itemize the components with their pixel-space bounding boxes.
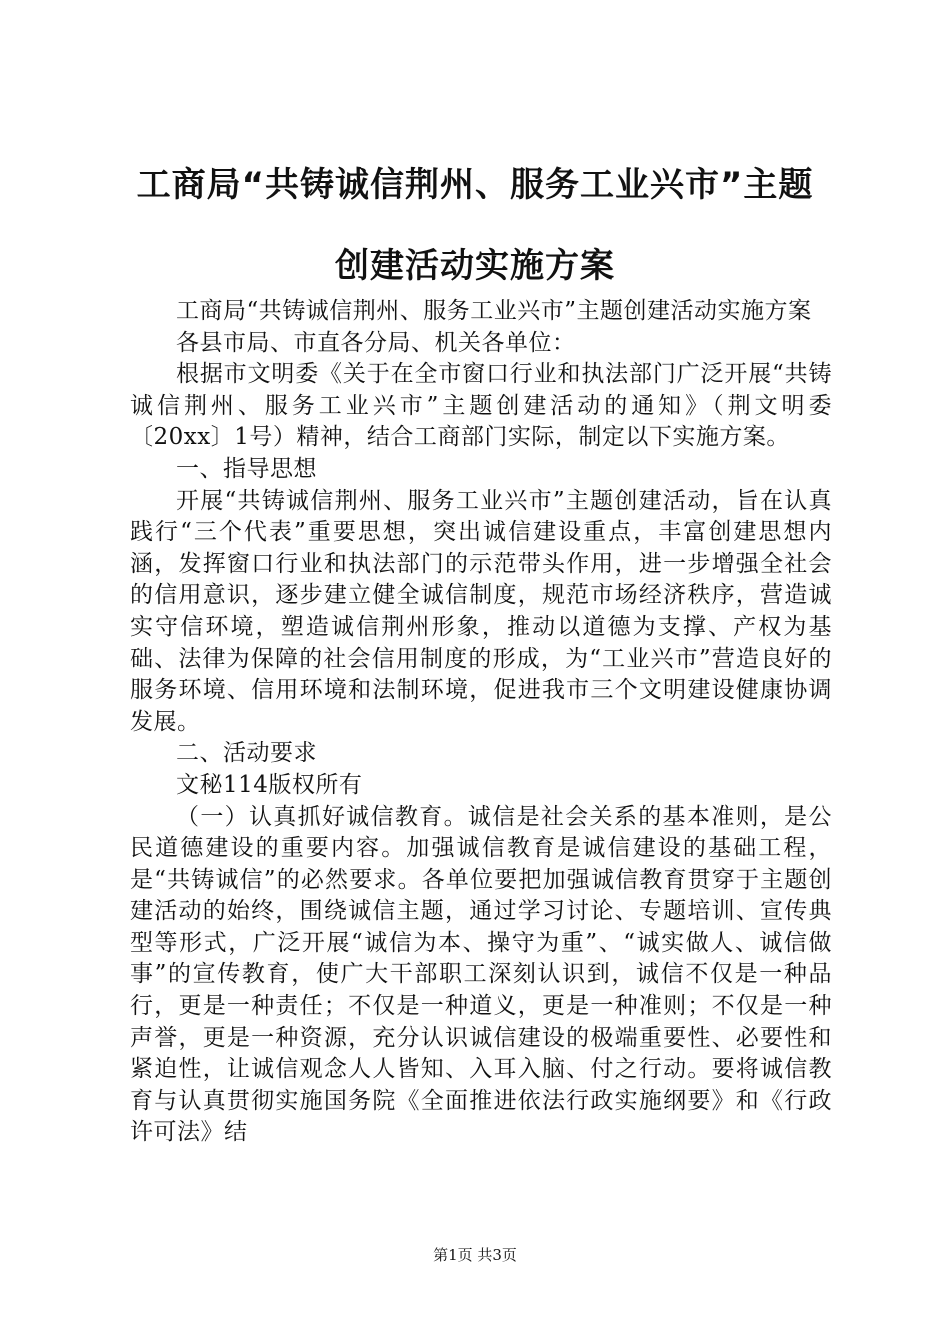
paragraph-intro: 根据市文明委《关于在全市窗口行业和执法部门广泛开展“共铸诚信荆州、服务工业兴市”主题创建活动的通知》（荆文明委〔20xx〕1号）精神，结合工商部门实际，制定以下实施方案。 <box>130 361 832 451</box>
paragraph-salutation: 各县市局、市直各分局、机关各单位： <box>176 329 576 356</box>
paragraph-guiding-thought: 开展“共铸诚信荆州、服务工业兴市”主题创建活动，旨在认真践行“三个代表”重要思想，突出诚信建设重点，丰富创建思想内涵，发挥窗口行业和执法部门的示范带头作用，进一步增强全社会的信用意识，逐步建立健全诚信制度，规范市场经济秩序，营造诚实守信环境，塑造诚信荆州形象，推动以道德为支撑、产权为基础、法律为保障的社会信用制度的形成，为“工业兴市”营造良好的服务环境、信用环境和法制环境，促进我市三个文明建设健康协调发展。 <box>130 487 832 735</box>
section-heading-requirements: 二、活动要求 <box>176 740 317 767</box>
paragraph-integrity-education: （一）认真抓好诚信教育。诚信是社会关系的基本准则，是公民道德建设的重要内容。加强诚信教育是诚信建设的基础工程，是“共铸诚信”的必然要求。各单位要把加强诚信教育贯穿于主题创建活动的始终，围绕诚信主题，通过学习讨论、专题培训、宣传典型等形式，广泛开展“诚信为本、操守为重”、“诚实做人、诚信做事”的宣传教育，使广大干部职工深刻认识到，诚信不仅是一种品行，更是一种责任；不仅是一种道义，更是一种准则；不仅是一种声誉，更是一种资源，充分认识诚信建设的极端重要性、必要性和紧迫性，让诚信观念人人皆知、入耳入脑、付之行动。要将诚信教育与认真贯彻实施国务院《全面推进依法行政实施纲要》和《行政许可法》结 <box>130 803 832 1146</box>
document-body <box>130 296 832 1149</box>
paragraph-heading-repeat: 工商局“共铸诚信荆州、服务工业兴市”主题创建活动实施方案 <box>176 298 812 324</box>
page-footer: 第1页 共3页 <box>433 1246 517 1264</box>
paragraph-copyright: 文秘114版权所有 <box>176 771 363 798</box>
document-title-line2: 创建活动实施方案 <box>335 246 615 286</box>
section-heading-guiding-thought: 一、指导思想 <box>176 455 317 482</box>
document-title-line1: 工商局“共铸诚信荆州、服务工业兴市”主题 <box>136 165 814 205</box>
